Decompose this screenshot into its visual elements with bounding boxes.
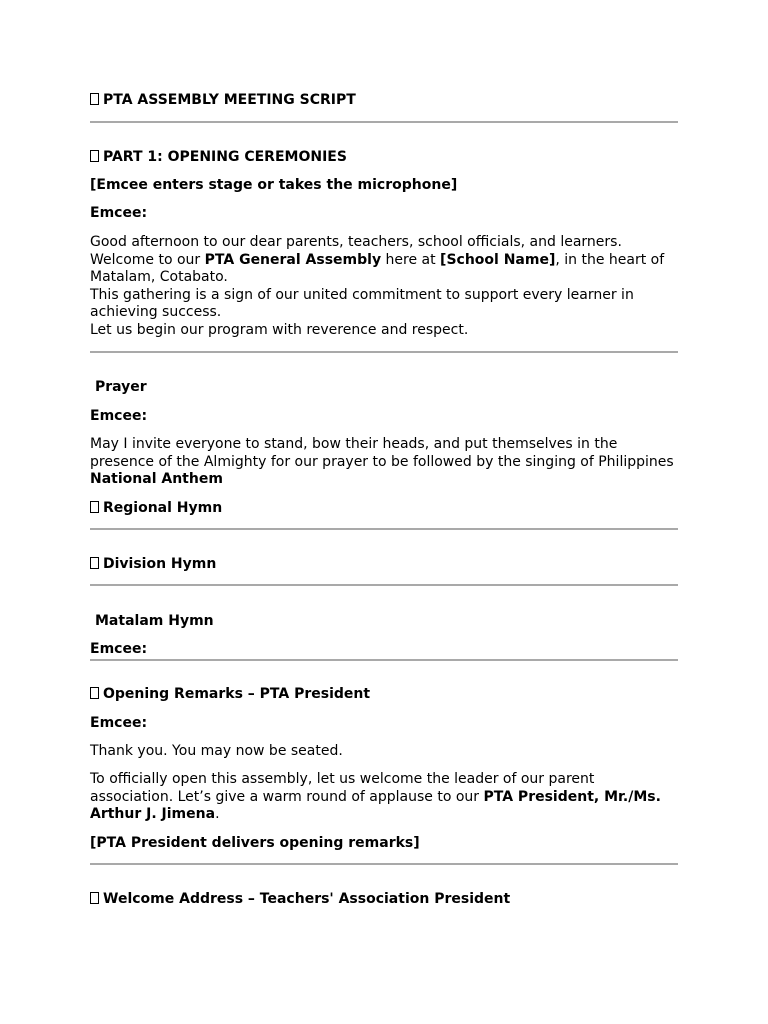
document-title (90, 92, 678, 110)
divider (90, 528, 678, 530)
part1-heading (90, 149, 678, 167)
welcome-line1: Good afternoon to our dear parents, teachers, school officials, and learners. (90, 234, 622, 250)
emcee-label: Emcee: (90, 408, 148, 424)
part1-heading-text: PART 1: OPENING CEREMONIES (103, 149, 347, 165)
missing-glyph-icon (90, 93, 99, 105)
opening-remarks-text: Opening Remarks – PTA President (103, 686, 371, 702)
missing-glyph-icon (90, 687, 99, 699)
matalam-hymn-heading: Matalam Hymn (95, 613, 214, 629)
regional-hymn-heading (90, 500, 678, 518)
pta-president-name: PTA President, Mr./Ms. Arthur J. Jimena (90, 788, 661, 822)
welcome-address-text: Welcome Address – Teachers' Association President (103, 891, 511, 907)
welcome-line2-mid: here at (381, 251, 441, 268)
welcome-line4: Let us begin our program with reverence and respect. (90, 321, 469, 338)
thank-you-line: Thank you. You may now be seated. (90, 743, 343, 759)
prayer-paragraph (90, 436, 678, 489)
divider (90, 863, 678, 865)
open-text: To officially open this assembly, let us welcome the leader of our parent association. Let’s give a warm round of applause to our (90, 771, 595, 805)
opening-remarks-heading (90, 686, 678, 704)
welcome-line3: This gathering is a sign of our united commitment to support every learner in achieving success. (90, 286, 634, 320)
division-hymn-text: Division Hymn (103, 556, 217, 572)
division-hymn-heading (90, 556, 678, 574)
prayer-text: May I invite everyone to stand, bow their heads, and put themselves in the presence of the Almighty for our prayer to be followed by the singing of Philippines (90, 436, 674, 470)
divider (90, 584, 678, 586)
stage-direction: [PTA President delivers opening remarks] (90, 835, 420, 851)
divider (90, 121, 678, 123)
missing-glyph-icon (90, 892, 99, 904)
welcome-line2-pre: Welcome to our (90, 251, 205, 268)
divider (90, 659, 678, 661)
welcome-line2-post: , in the heart of Matalam, Cotabato. (90, 251, 665, 285)
open-text-end: . (215, 806, 220, 822)
national-anthem: National Anthem (90, 471, 223, 487)
welcome-address-heading (90, 891, 678, 909)
title-text: PTA ASSEMBLY MEETING SCRIPT (103, 92, 356, 108)
assembly-name: PTA General Assembly (204, 251, 382, 268)
emcee-label: Emcee: (90, 715, 148, 731)
regional-hymn-text: Regional Hymn (103, 500, 223, 516)
emcee-label: Emcee: (90, 641, 148, 657)
divider (90, 351, 678, 353)
welcome-paragraph (90, 234, 678, 339)
missing-glyph-icon (90, 557, 99, 569)
missing-glyph-icon (90, 150, 99, 162)
stage-direction: [Emcee enters stage or takes the microphone] (90, 177, 458, 193)
prayer-heading: Prayer (95, 379, 147, 395)
school-name-placeholder: [School Name] (440, 251, 556, 268)
open-paragraph (90, 771, 678, 824)
missing-glyph-icon (90, 501, 99, 513)
emcee-label: Emcee: (90, 205, 148, 221)
